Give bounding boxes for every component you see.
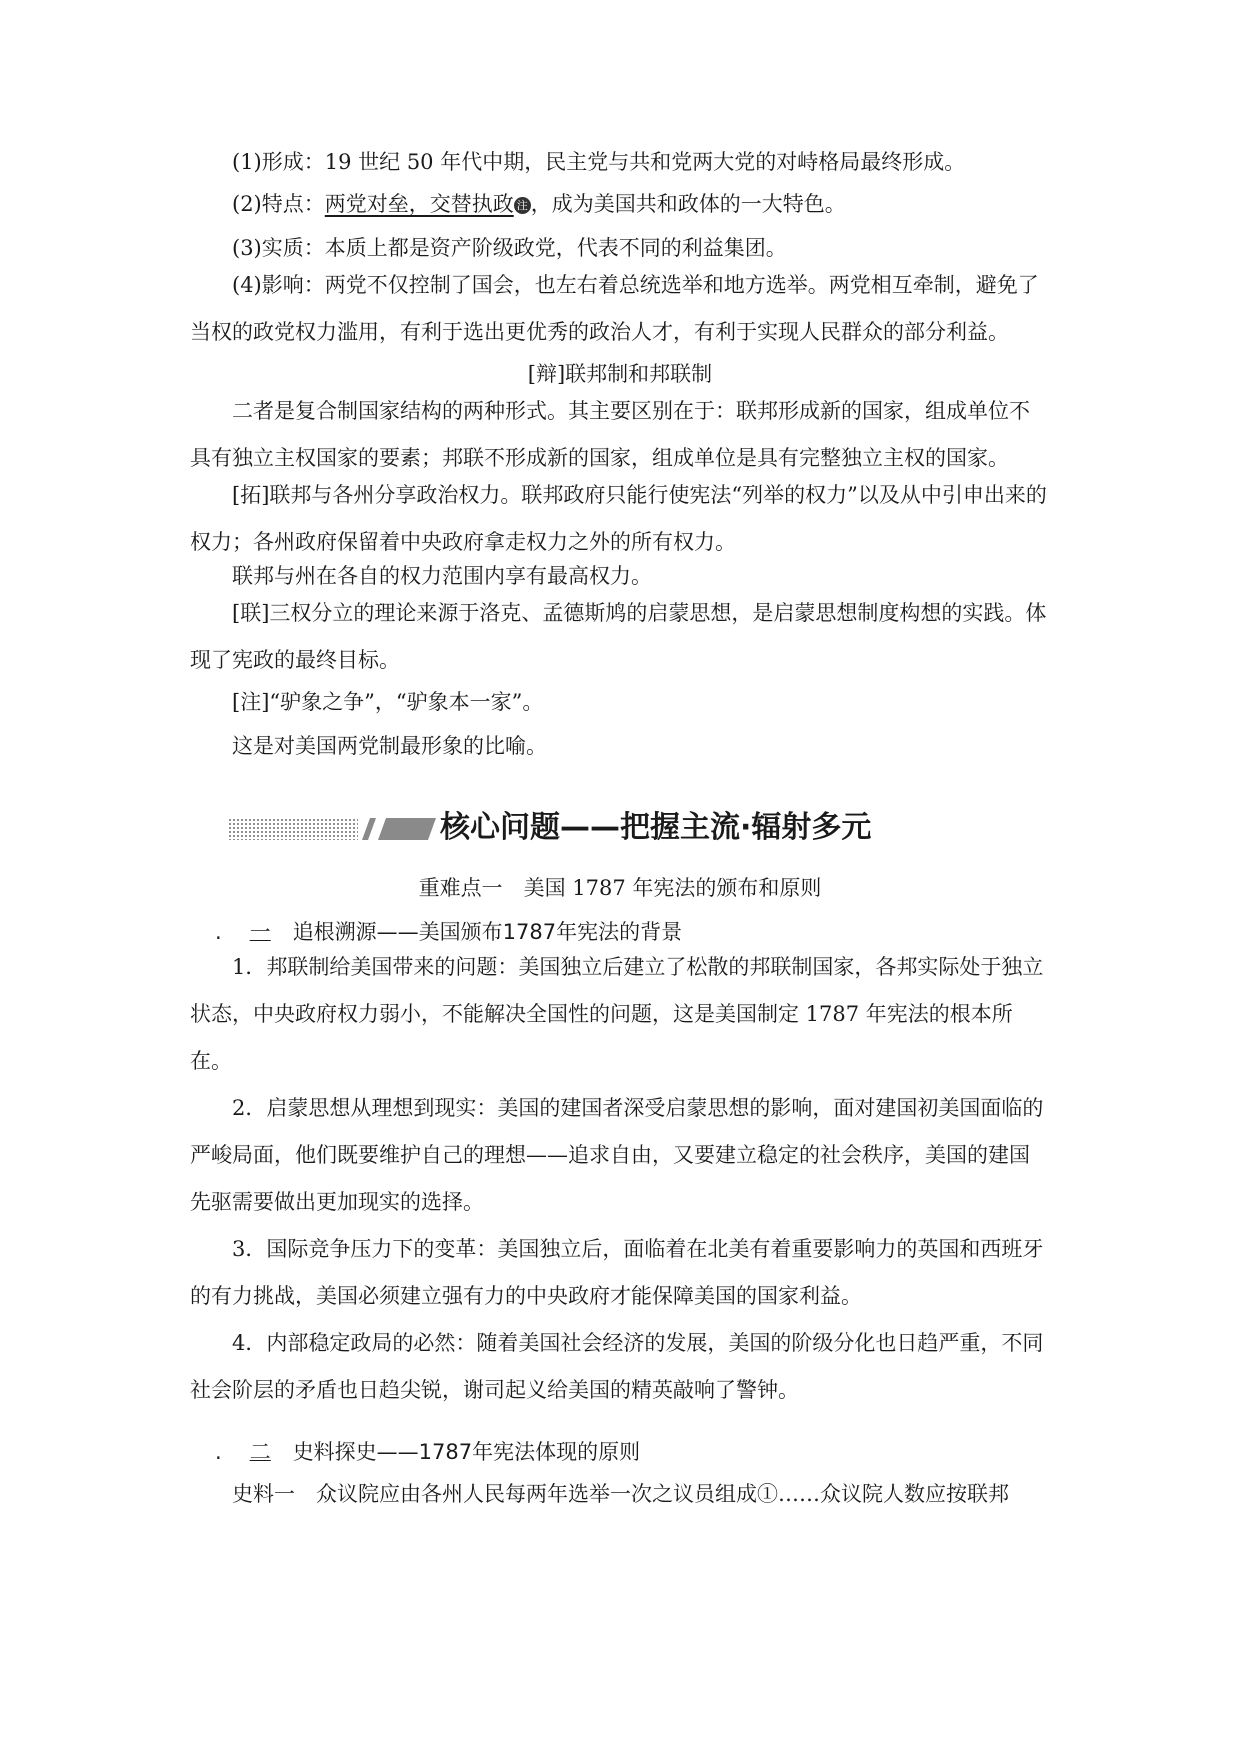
section-one-number: 一 (249, 920, 271, 944)
influence-paragraph: (4)影响：两党不仅控制了国会，也左右着总统选举和地方选举。两党相互牵制，避免了当权的政党权力滥用，有利于选出更优秀的政治人才，有利于实现人民群众的部分利益。 (190, 273, 1039, 344)
feature-line (232, 188, 846, 218)
annotation-mark-icon: 注 (514, 197, 531, 214)
bian-paragraph: 二者是复合制国家结构的两种形式。其主要区别在于：联邦形成新的国家，组成单位不具有独立主权国家的要素；邦联不形成新的国家，组成单位是具有完整独立主权的国家。 (190, 399, 1030, 470)
section-one-heading (215, 916, 682, 946)
point-3: 3．国际竞争压力下的变革：美国独立后，面临着在北美有着重要影响力的英国和西班牙的有力挑战，美国必须建立强有力的中央政府才能保障美国的国家利益。 (190, 1237, 1044, 1308)
section-banner (228, 806, 1048, 856)
section-two-number: 二 (249, 1440, 271, 1464)
lian-paragraph: [联]三权分立的理论来源于洛克、孟德斯鸠的启蒙思想，是启蒙思想制度构想的实践。体现了宪政的最终目标。 (190, 601, 1047, 672)
essence-text: (3)实质：本质上都是资产阶级政党，代表不同的利益集团。 (232, 236, 787, 260)
feature-underlined: 两党对垒，交替执政 (324, 192, 514, 216)
section-two-dot: . (215, 1440, 222, 1464)
point-4: 4．内部稳定政局的必然：随着美国社会经济的发展，美国的阶级分化也日趋严重，不同社会阶层的矛盾也日趋尖锐，谢司起义给美国的精英敲响了警钟。 (190, 1331, 1044, 1402)
section-one-title: 追根溯源——美国颁布1787年宪法的背景 (292, 920, 683, 944)
section-two-title: 史料探史——1787年宪法体现的原则 (292, 1440, 641, 1464)
bian-heading: [辩]联邦制和邦联制 (527, 362, 713, 386)
tuo-extra: 联邦与州在各自的权力范围内享有最高权力。 (232, 564, 652, 588)
section-two-heading (215, 1436, 640, 1466)
banner-dots-decoration (228, 818, 358, 840)
feature-prefix: (2)特点： (232, 192, 325, 216)
tuo-paragraph: [拓]联邦与各州分享政治权力。联邦政府只能行使宪法“列举的权力”以及从中引申出来的权力；各州政府保留着中央政府拿走权力之外的所有权力。 (190, 483, 1047, 554)
zhu-extra: 这是对美国两党制最形象的比喻。 (232, 734, 547, 758)
feature-suffix: ，成为美国共和政体的一大特色。 (530, 192, 846, 216)
zhu-paragraph: [注]“驴象之争”，“驴象本一家”。 (232, 690, 544, 714)
subtitle: 重难点一 美国 1787 年宪法的颁布和原则 (418, 876, 822, 900)
banner-title: 核心问题——把握主流·辐射多元 (440, 810, 872, 845)
point-2: 2．启蒙思想从理想到现实：美国的建国者深受启蒙思想的影响，面对建国初美国面临的严峻局面，他们既要维护自己的理想——追求自由，又要建立稳定的社会秩序，美国的建国先驱需要做出更加现实的选择。 (190, 1096, 1044, 1214)
section-one-dot: . (215, 920, 222, 944)
formation-text: (1)形成：19 世纪 50 年代中期，民主党与共和党两大党的对峙格局最终形成。 (232, 150, 966, 174)
source-one-text: 史料一 众议院应由各州人民每两年选举一次之议员组成①……众议院人数应按联邦 (232, 1482, 1009, 1506)
point-1: 1．邦联制给美国带来的问题：美国独立后建立了松散的邦联制国家，各邦实际处于独立状态，中央政府权力弱小，不能解决全国性的问题，这是美国制定 1787 年宪法的根本所在。 (190, 955, 1044, 1073)
